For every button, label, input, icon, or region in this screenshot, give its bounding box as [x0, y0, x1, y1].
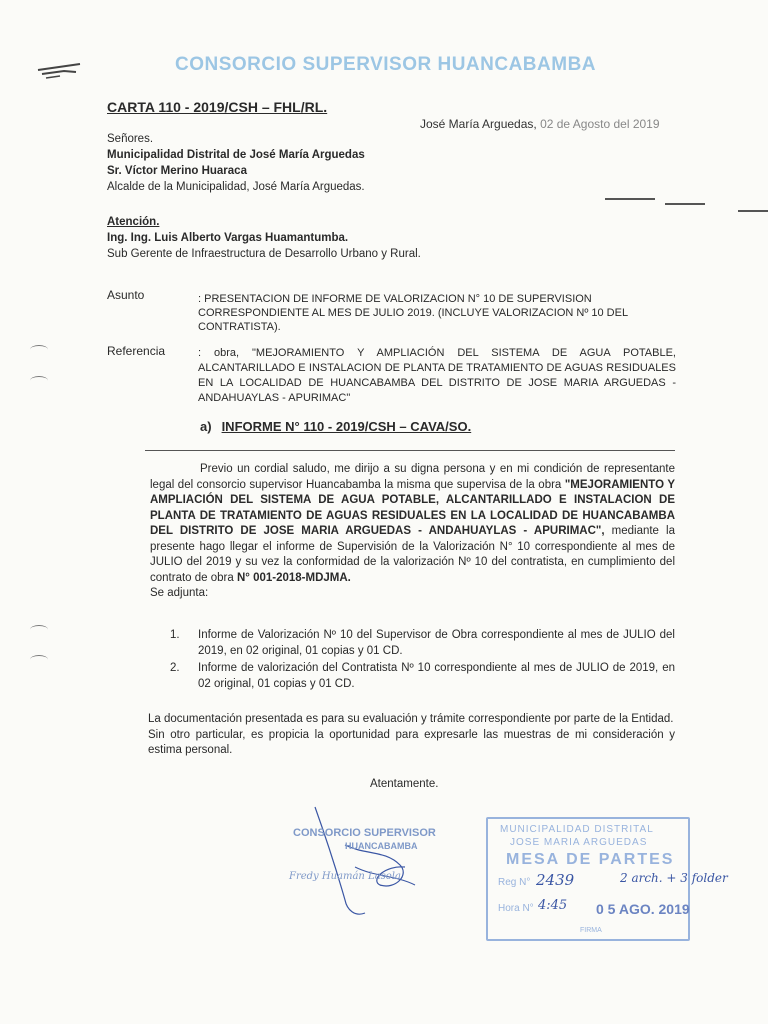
stamp-line-1: CONSORCIO SUPERVISOR	[293, 827, 436, 839]
list-item	[170, 628, 675, 659]
recipient-name: Sr. Víctor Merino Huaraca	[107, 165, 247, 177]
punch-mark	[30, 625, 48, 634]
informe-text: INFORME N° 110 - 2019/CSH – CAVA/SO.	[221, 419, 472, 434]
punch-mark	[30, 345, 48, 354]
handwritten-annotation: 2 arch. + 3 folder	[620, 871, 728, 885]
recipient-role: Alcalde de la Municipalidad, José María Arguedas.	[107, 181, 365, 193]
adjunta-label: Se adjunta:	[150, 587, 209, 599]
reg-label: Reg N°	[498, 877, 531, 888]
body-text-1: Previo un cordial saludo, me dirijo a su digna persona y en mi condición de representante legal del consorcio supervisor Huancabamba la misma que supervisa de la obra	[150, 463, 675, 491]
list-item-number: 1.	[170, 629, 180, 641]
list-item	[170, 661, 675, 692]
signature-icon	[285, 805, 485, 925]
scan-mark	[665, 203, 705, 205]
referencia-label: Referencia	[107, 344, 166, 358]
hora-value: 4:45	[538, 898, 568, 913]
stamp-line-3: MESA DE PARTES	[506, 851, 675, 868]
body-text-2: mediante la presente hago llegar el informe de Supervisión de la Valorización N° 10 correspondiente al mes de JULIO del 2019 y su vez la conformidad de la valorización Nº 10 del contratista, en cumplimiento del contrato de obra	[150, 525, 675, 584]
stamp-line-1: MUNICIPALIDAD DISTRITAL	[500, 824, 654, 835]
place-date	[420, 117, 660, 131]
date: 02 de Agosto del 2019	[540, 117, 660, 131]
project-name: "MEJORAMIENTO Y AMPLIACIÓN DEL SISTEMA DE AGUA POTABLE, ALCANTARILLADO E INSTALACION DE PLANTA DE TRATAMIENTO DE AGUAS RESIDUALES EN LA LOCALIDAD DE HUANCABAMBA DEL DISTRITO DE JOSE MARIA ARGUEDAS - ANDAHUAYLAS - APURIMAC",	[150, 478, 675, 537]
attention-role: Sub Gerente de Infraestructura de Desarrollo Urbano y Rural.	[107, 248, 421, 260]
list-item-number: 2.	[170, 662, 180, 674]
reception-stamp	[486, 817, 728, 941]
punch-mark	[30, 655, 48, 664]
punch-mark	[30, 376, 48, 385]
stamp-date: 0 5 AGO. 2019	[596, 901, 690, 917]
informe-letter: a)	[200, 419, 212, 434]
firma-label: FIRMA	[580, 927, 602, 934]
contract-number: N° 001-2018-MDJMA.	[236, 571, 351, 584]
informe-heading	[200, 419, 471, 434]
letterhead-title: CONSORCIO SUPERVISOR HUANCABAMBA	[175, 54, 597, 75]
asunto-label: Asunto	[107, 288, 145, 302]
attention-block	[107, 214, 421, 262]
salutation: Señores.	[107, 133, 154, 145]
stamp-line-2: HUANCABAMBA	[345, 841, 418, 851]
scan-mark	[738, 210, 768, 212]
recipient-block	[107, 131, 365, 195]
letter-reference: CARTA 110 - 2019/CSH – FHL/RL.	[107, 99, 328, 115]
scan-mark	[605, 198, 655, 200]
list-item-text: Informe de valorización del Contratista Nº 10 correspondiente al mes de JULIO de 2019, en 02 original, 01 copias y 01 CD.	[198, 662, 675, 690]
closing-text-1: La documentación presentada es para su evaluación y trámite correspondiente por parte de la Entidad.	[148, 713, 674, 725]
stamp-name: Fredy Huamán Lasola	[289, 871, 401, 882]
attention-name: Ing. Ing. Luis Alberto Vargas Huamantumba.	[107, 232, 349, 244]
stamp-line-2: JOSE MARIA ARGUEDAS	[510, 837, 648, 848]
body-paragraph	[150, 462, 675, 602]
logo-mark-icon	[36, 58, 84, 82]
hora-label: Hora N°	[498, 903, 534, 914]
closing-block	[148, 712, 675, 759]
place: José María Arguedas,	[420, 117, 537, 131]
referencia-text: : obra, "MEJORAMIENTO Y AMPLIACIÓN DEL SISTEMA DE AGUA POTABLE, ALCANTARILLADO E INSTALACION DE PLANTA DE TRATAMIENTO DE AGUAS RESIDUALES EN LA LOCALIDAD DE HUANCABAMBA DEL DISTRITO DE JOSE MARIA ARGUEDAS - ANDAHUAYLAS - APURIMAC"	[198, 347, 676, 404]
divider	[145, 450, 675, 451]
sign-off: Atentamente.	[370, 778, 439, 790]
attachments-list	[170, 628, 675, 694]
list-item-text: Informe de Valorización Nº 10 del Supervisor de Obra correspondiente al mes de JULIO del 2019, en 02 original, 01 copias y 01 CD.	[198, 629, 675, 657]
attention-heading: Atención.	[107, 216, 160, 228]
closing-text-2: Sin otro particular, es propicia la oportunidad para expresarle las muestras de mi consideración y estima personal.	[148, 728, 675, 756]
reg-number: 2439	[536, 871, 575, 889]
consortium-stamp	[285, 805, 485, 925]
asunto-text: : PRESENTACION DE INFORME DE VALORIZACION N° 10 DE SUPERVISION CORRESPONDIENTE AL MES DE JULIO 2019. (INCLUYE VALORIZACION Nº 10 DEL CONTRATISTA).	[198, 293, 628, 333]
recipient-org: Municipalidad Distrital de José María Arguedas	[107, 149, 365, 161]
